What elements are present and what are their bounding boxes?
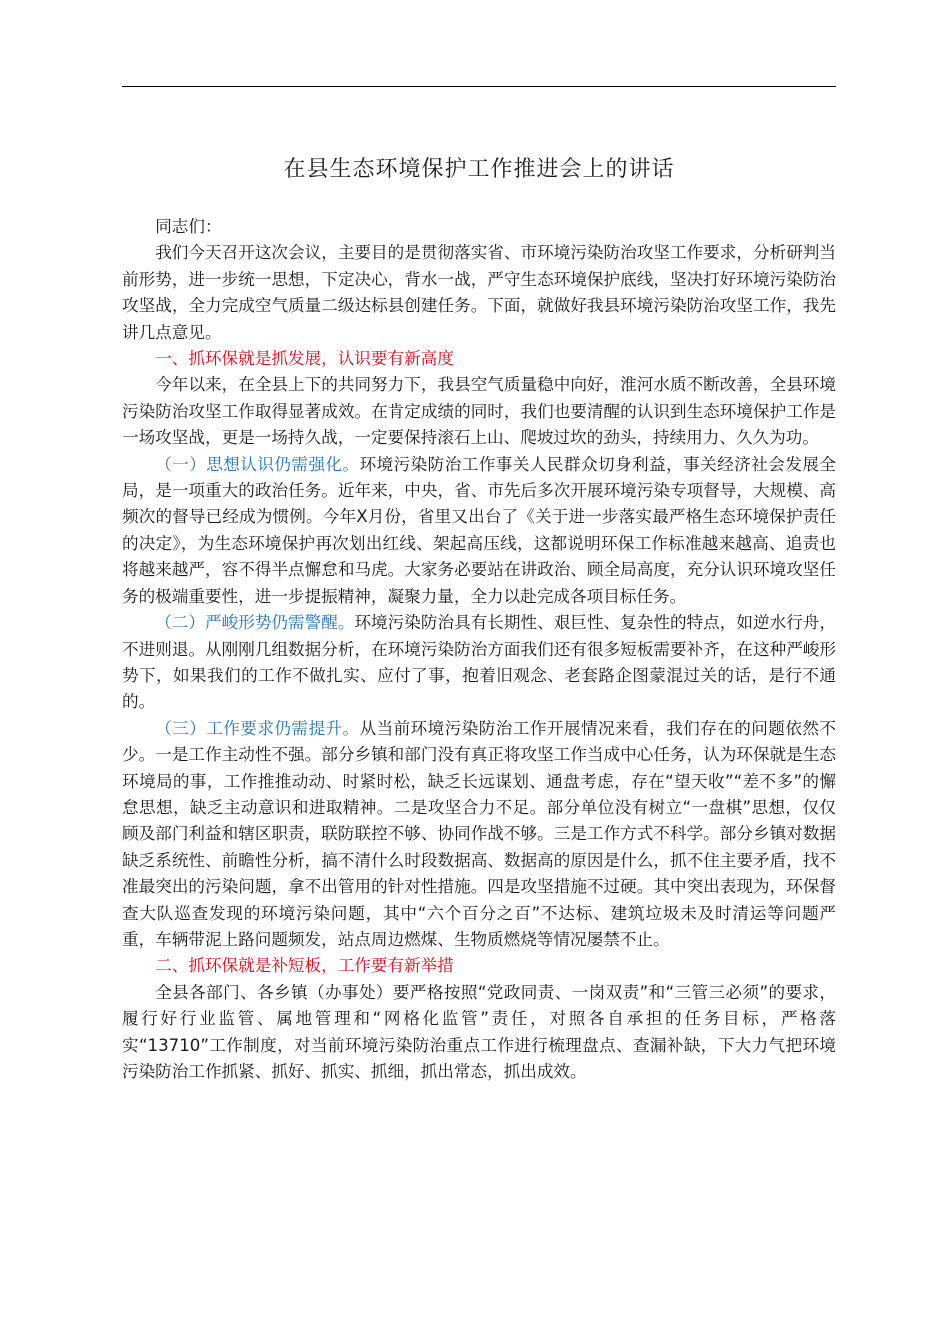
section-1-heading: 一、抓环保就是抓发展，认识要有新高度 bbox=[155, 349, 454, 369]
subsection-2-text: 环境污染防治具有长期性、艰巨性、复杂性的特点，如逆水行舟，不进则退。从刚刚几组数据分析，在环境污染防治方面我们还有很多短板需要补齐，在这种严峻形势下，如果我们的工作不做扎实、应付了事，抱着旧观念、老套路企图蒙混过关的话，是行不通的。 bbox=[122, 613, 836, 712]
subsection-1-text: 环境污染防治工作事关人民群众切身利益，事关经济社会发展全局，是一项重大的政治任务。近年来，中央，省、市先后多次开展环境污染专项督导，大规模、高频次的督导已经成为惯例。今年X月份，省里又出台了《关于进一步落实最严格生态环境保护责任的决定》，为生态环境保护再次划出红线、架起高压线，这都说明环保工作标准越来越高、追责也将越来越严，容不得半点懈怠和马虎。大家务必要站在讲政治、顾全局高度，充分认识环境攻坚任务的极端重要性，进一步提振精神，凝聚力量，全力以赴完成各项目标任务。 bbox=[122, 454, 836, 606]
subsection-1-heading: （一）思想认识仍需强化。 bbox=[155, 454, 360, 474]
subsection-2-heading: （二）严峻形势仍需警醒。 bbox=[155, 613, 355, 633]
section-1-intro: 今年以来，在全县上下的共同努力下，我县空气质量稳中向好，淮河水质不断改善，全县环境污染防治攻坚工作取得显著成效。在肯定成绩的同时，我们也要清醒的认识到生态环境保护工作是一场攻坚战，更是一场持久战，一定要保持滚石上山、爬坡过坎的劲头，持续用力、久久为功。 bbox=[122, 375, 836, 448]
header-rule bbox=[122, 86, 836, 87]
section-2-intro: 全县各部门、各乡镇（办事处）要严格按照“党政同责、一岗双责”和“三管三必须”的要求，履行好行业监管、属地管理和“网格化监管”责任，对照各自承担的任务目标，严格落实“13710”工作制度，对当前环境污染防治重点工作进行梳理盘点、查漏补缺，下大力气把环境污染防治工作抓紧、抓好、抓实、抓细，抓出常态，抓出成效。 bbox=[122, 982, 836, 1081]
subsection-3-text: 从当前环境污染防治工作开展情况来看，我们存在的问题依然不少。一是工作主动性不强。部分乡镇和部门没有真正将攻坚工作当成中心任务，认为环保就是生态环境局的事，工作推推动动、时紧时松，缺乏长远谋划、通盘考虑，存在“望天收”“差不多”的懈怠思想，缺乏主动意识和进取精神。二是攻坚合力不足。部分单位没有树立“一盘棋”思想，仅仅顾及部门利益和辖区职责，联防联控不够、协同作战不够。三是工作方式不科学。部分乡镇对数据缺乏系统性、前瞻性分析，搞不清什么时段数据高、数据高的原因是什么，抓不住主要矛盾，找不准最突出的污染问题，拿不出管用的针对性措施。四是攻坚措施不过硬。其中突出表现为，环保督查大队巡查发现的环境污染问题，其中“六个百分之百”不达标、建筑垃圾未及时清运等问题严重，车辆带泥上路问题频发，站点周边燃煤、生物质燃烧等情况屡禁不止。 bbox=[122, 718, 836, 949]
subsection-2-paragraph bbox=[122, 610, 836, 716]
section-2-heading: 二、抓环保就是补短板，工作要有新举措 bbox=[155, 956, 454, 976]
subsection-3-heading: （三）工作要求仍需提升。 bbox=[155, 718, 360, 738]
speech-body bbox=[122, 214, 836, 1085]
page-title: 在县生态环境保护工作推进会上的讲话 bbox=[283, 157, 675, 182]
subsection-1-paragraph bbox=[122, 452, 836, 610]
subsection-3-paragraph bbox=[122, 716, 836, 954]
intro-paragraph: 我们今天召开这次会议，主要目的是贯彻落实省、市环境污染防治攻坚工作要求，分析研判当前形势，进一步统一思想，下定决心，背水一战，严守生态环境保护底线，坚决打好环境污染防治攻坚战，全力完成空气质量二级达标县创建任务。下面，就做好我县环境污染防治攻坚工作，我先讲几点意见。 bbox=[122, 243, 836, 342]
salutation: 同志们： bbox=[155, 217, 222, 236]
